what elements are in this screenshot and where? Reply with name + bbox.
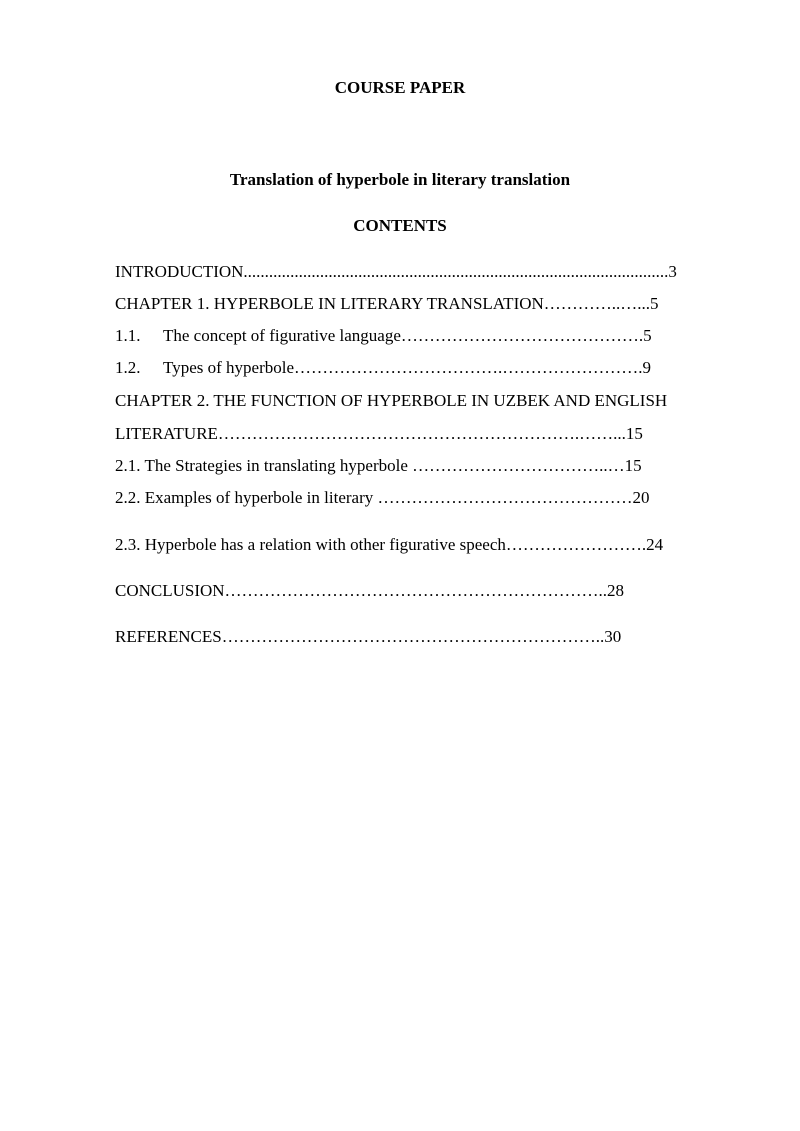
toc-entry-number: 1.1. — [115, 326, 141, 345]
document-type-heading: COURSE PAPER — [334, 78, 466, 97]
contents-heading: CONTENTS — [353, 216, 447, 235]
toc-entry-text: CONCLUSION…………………………………………………………..28 — [115, 581, 625, 600]
paper-title: Translation of hyperbole in literary translation — [229, 170, 571, 189]
toc-entry-text: INTRODUCTION....................................................................................................3 — [115, 262, 677, 281]
toc-entry-chapter-1 — [115, 294, 659, 314]
toc-entry-text: The concept of figurative language…………………………………….5 — [163, 326, 652, 345]
toc-entry-conclusion — [115, 581, 624, 601]
toc-entry-text: 2.3. Hyperbole has a relation with other figurative speech…………………….24 — [115, 535, 664, 554]
toc-entry-2-3 — [115, 535, 663, 555]
toc-entry-2-1 — [115, 456, 642, 476]
toc-entry-chapter-2 — [115, 391, 667, 411]
toc-entry-chapter-2-continued — [115, 424, 643, 444]
toc-entry-references — [115, 627, 621, 647]
toc-entry-text: Types of hyperbole……………………………….…………………….9 — [163, 358, 651, 377]
toc-entry-text: 2.1. The Strategies in translating hyperbole ……………………………..…15 — [115, 456, 642, 475]
toc-entry-2-2 — [115, 488, 649, 508]
toc-entry-text: 2.2. Examples of hyperbole in literary ………………………………………20 — [115, 488, 650, 507]
toc-entry-1-1 — [115, 326, 652, 346]
toc-entry-1-2 — [115, 358, 651, 378]
toc-entry-text: CHAPTER 2. THE FUNCTION OF HYPERBOLE IN UZBEK AND ENGLISH — [115, 391, 668, 410]
toc-entry-text: LITERATURE……………………………………………………….……...15 — [115, 424, 643, 443]
toc-entry-text: CHAPTER 1. HYPERBOLE IN LITERARY TRANSLATION…………..…...5 — [115, 294, 659, 313]
toc-entry-introduction — [115, 262, 677, 282]
toc-entry-text: REFERENCES…………………………………………………………..30 — [115, 627, 622, 646]
toc-entry-number: 1.2. — [115, 358, 141, 377]
